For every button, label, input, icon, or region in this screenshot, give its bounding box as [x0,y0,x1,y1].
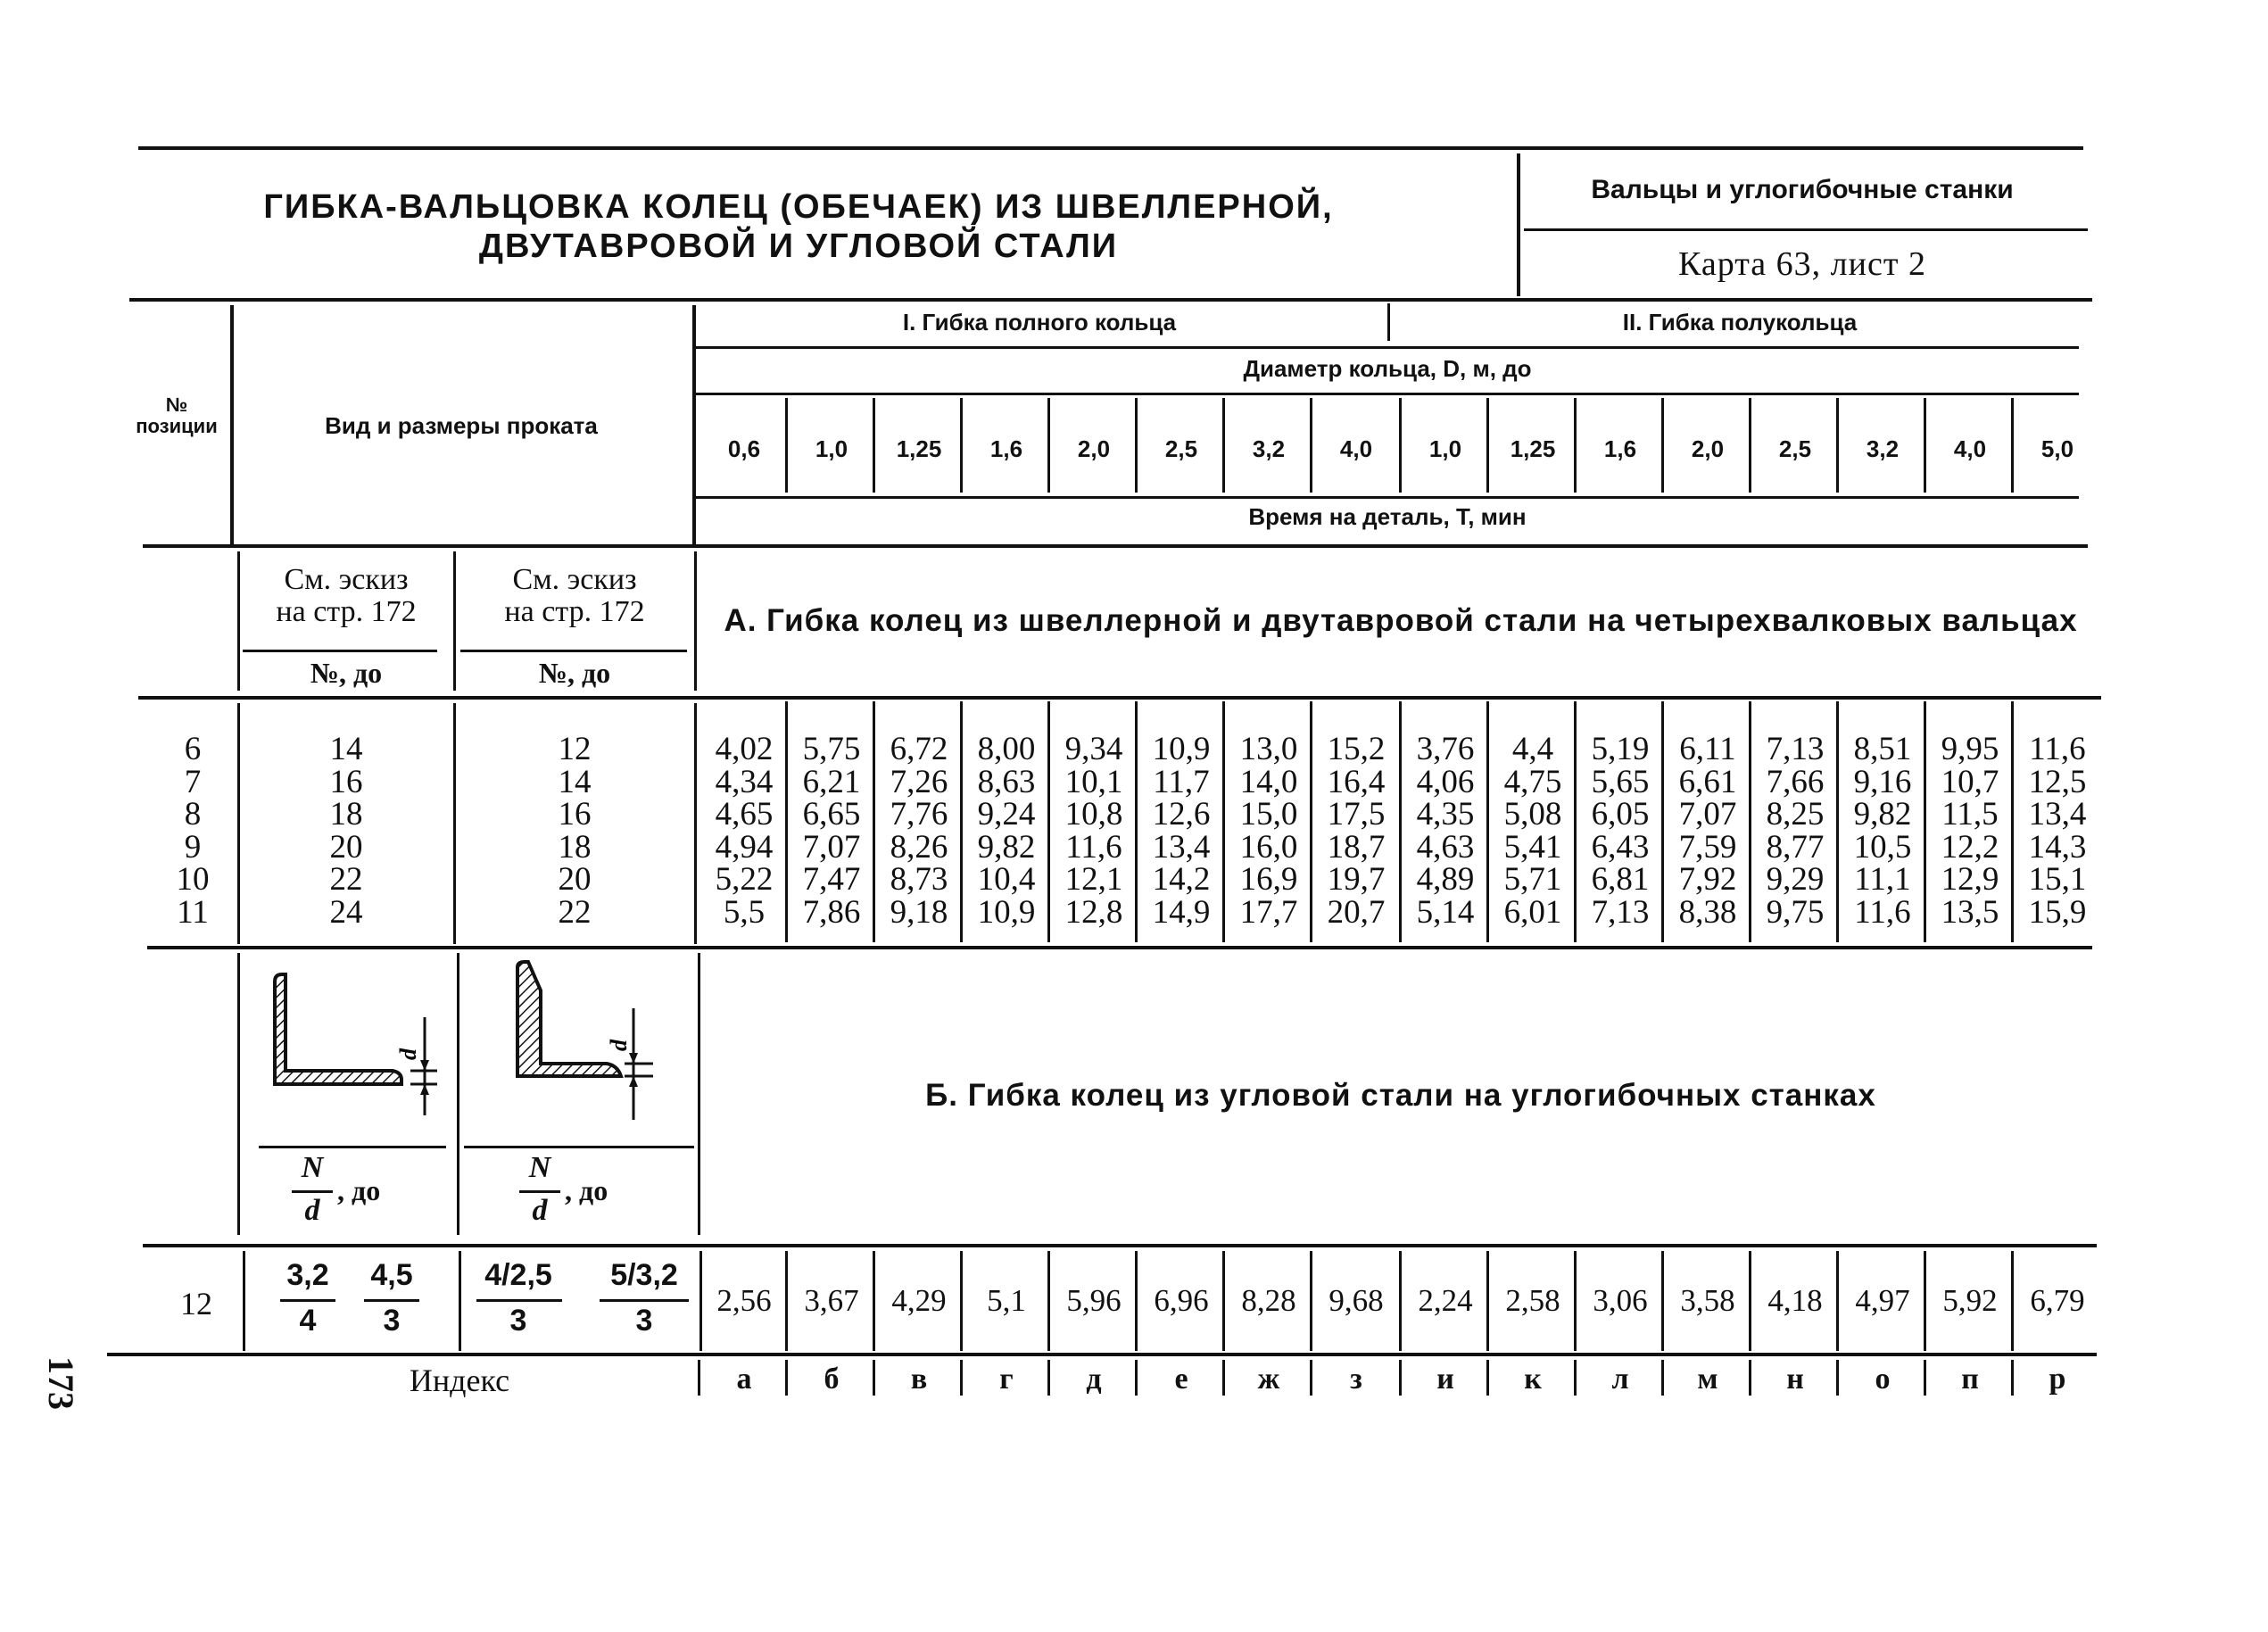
value-divider [1047,701,1050,942]
index-divider [1222,1360,1225,1396]
position-label-2: позиции [136,415,218,437]
value-column: 5,19 5,65 6,05 6,43 6,81 7,13 [1591,731,1650,931]
value-column: 15,2 16,4 17,5 18,7 19,7 20,7 [1327,731,1386,931]
index-top-rule [107,1353,2097,1356]
group-full-ring: I. Гибка полного кольца [902,309,1177,336]
section-b-divider [873,1251,875,1351]
angle-profile-1 [275,974,401,1084]
sb-div-1 [237,953,240,1235]
index-divider [1574,1360,1577,1396]
diameter-divider [1310,398,1312,493]
p2a-num: 4/2,5 [484,1258,552,1292]
diameter-divider [1047,398,1050,493]
section-a-title: А. Гибка колец из швеллерной и двутавровой стали на четырехвалковых вальцах [724,603,2078,638]
group-half-ring: II. Гибка полукольца [1622,309,1858,336]
index-letter: п [1961,1363,1979,1396]
section-b-value: 6,96 [1154,1283,1209,1318]
diameter-value: 1,6 [989,435,1023,462]
value-divider [1574,701,1577,942]
value-column: 8,00 8,63 9,24 9,82 10,4 10,9 [977,731,1036,931]
section-b-divider [1574,1251,1577,1351]
sketch-ref-1a: См. эскиз [284,563,409,596]
diameter-value: 0,6 [727,435,761,462]
index-divider [1836,1360,1839,1396]
section-b-divider [1749,1251,1751,1351]
value-column: 6,72 7,26 7,76 8,26 8,73 9,18 [890,731,948,931]
diameter-divider [2011,398,2014,493]
diameter-value: 1,6 [1603,435,1637,462]
time-label: Время на деталь, Т, мин [1248,503,1527,530]
dim-label-2: d [606,1040,632,1051]
section-a-bottom-rule [147,946,2092,949]
diameter-value: 4,0 [1953,435,1987,462]
index-divider [1399,1360,1402,1396]
diameter-divider [1836,398,1839,493]
section-b-value: 3,58 [1680,1283,1735,1318]
diameter-divider [873,398,875,493]
diameter-divider [960,398,963,493]
diameter-divider [1399,398,1402,493]
value-divider [1310,701,1312,942]
value-column: 11,6 12,5 13,4 14,3 15,1 15,9 [2028,731,2087,931]
sa-div-1 [237,551,240,691]
diameter-divider [1574,398,1577,493]
section-b-value: 6,79 [2030,1283,2085,1318]
index-divider [1047,1360,1050,1396]
dim-label-1: d [395,1048,421,1060]
ratio-suffix-1: , до [337,1174,381,1206]
index-letter: в [910,1363,928,1396]
value-divider [785,701,788,942]
diameter-value: 1,25 [896,435,942,462]
diameter-value: 5,0 [2040,435,2074,462]
diameter-value: 4,0 [1339,435,1373,462]
positions-column: 6 7 8 9 10 11 [176,731,210,931]
index-letter: е [1174,1363,1188,1396]
diameter-value: 2,0 [1077,435,1111,462]
section-b-value: 4,18 [1767,1283,1823,1318]
value-column: 7,13 7,66 8,25 8,77 9,29 9,75 [1766,731,1825,931]
value-column: 13,0 14,0 15,0 16,0 16,9 17,7 [1239,731,1298,931]
sb-div-2 [457,953,459,1235]
sa-div-2 [453,551,456,691]
p1b-line [364,1299,419,1302]
section-b-value: 3,06 [1593,1283,1648,1318]
index-letter: л [1611,1363,1629,1396]
section-b-divider [1486,1251,1489,1351]
index-letter: к [1524,1363,1542,1396]
time-rule [696,496,2079,499]
section-b-value: 3,67 [804,1283,859,1318]
diameter-value: 3,2 [1866,435,1900,462]
ratio-suffix-2: , до [565,1174,608,1206]
head-bottom-rule [143,544,2088,548]
diameter-label: Диаметр кольца, D, м, до [1243,355,1532,382]
p1b-num: 4,5 [370,1258,413,1292]
section-a-rule [138,696,2101,700]
p2a-frac [469,1258,567,1338]
table-top-rule [129,298,2092,302]
section-b-divider [2011,1251,2014,1351]
p1a-den: 4 [299,1304,317,1338]
index-divider [873,1360,875,1396]
section-b-value: 4,97 [1855,1283,1910,1318]
header-top-rule [138,146,2083,150]
index-letter: и [1436,1363,1454,1396]
ratio-num-2: N [528,1151,551,1184]
section-b-divider [1836,1251,1839,1351]
index-divider [1661,1360,1664,1396]
section-b-value: 5,92 [1942,1283,1998,1318]
value-divider [1924,701,1926,942]
p1a-line [280,1299,335,1302]
section-b-divider [1661,1251,1664,1351]
section-b-divider [785,1251,788,1351]
equipment-label: Вальцы и углогибочные станки [1591,175,2014,204]
angle-sketch-2 [500,955,678,1133]
position-label-1: № [165,394,188,416]
profile2-column: 12 14 16 18 20 22 [558,731,592,931]
ratio-num-1: N [301,1151,324,1184]
sad-div-3 [694,703,697,944]
index-letter: д [1086,1363,1102,1396]
profile1-column: 14 16 18 20 22 24 [329,731,363,931]
value-divider [1661,701,1664,942]
ratio-den-1: d [304,1194,320,1227]
header-mid-rule [1524,228,2088,231]
sa-sub-rule-1 [243,650,437,652]
sketch-ref-2 [457,564,692,628]
section-b-value: 5,1 [987,1283,1026,1318]
diameter-value: 1,25 [1510,435,1556,462]
diameter-value: 1,0 [1428,435,1462,462]
p1a-num: 3,2 [286,1258,329,1292]
value-divider [1836,701,1839,942]
index-divider [1310,1360,1312,1396]
value-column: 9,34 10,1 10,8 11,6 12,1 12,8 [1064,731,1123,931]
value-divider [1399,701,1402,942]
section-b-value: 2,24 [1418,1283,1473,1318]
index-letter: о [1875,1363,1891,1396]
value-divider [1222,701,1225,942]
doc-title-line1: ГИБКА-ВАЛЬЦОВКА КОЛЕЦ (ОБЕЧАЕК) ИЗ ШВЕЛЛЕРНОЙ, [263,188,1334,226]
diameter-divider [1222,398,1225,493]
header-divider [1517,153,1520,296]
card-number: Карта 63, лист 2 [1678,245,1926,283]
diameter-divider [785,398,788,493]
value-divider [960,701,963,942]
index-divider [1486,1360,1489,1396]
diameter-divider [1749,398,1751,493]
section-b-title: Б. Гибка колец из угловой стали на углогибочных станках [925,1078,1876,1113]
p2b-num: 5/3,2 [610,1258,678,1292]
value-column: 8,51 9,16 9,82 10,5 11,1 11,6 [1853,731,1912,931]
no-label-1: №, до [310,657,383,689]
sketch-ref-2a: См. эскиз [512,563,637,596]
section-b-value: 8,28 [1241,1283,1296,1318]
sad-div-1 [237,703,240,944]
index-divider [1924,1360,1926,1396]
diameter-divider [1661,398,1664,493]
index-divider [785,1360,788,1396]
index-label: Индекс [409,1363,510,1398]
p1a-frac [268,1258,348,1338]
diameter-value: 3,2 [1252,435,1286,462]
sa-sub-rule-2 [460,650,687,652]
section-b-divider [1047,1251,1050,1351]
diameter-value: 2,5 [1164,435,1198,462]
index-divider [698,1360,700,1396]
index-letter: б [824,1363,840,1396]
section-b-rule [143,1244,2097,1247]
value-column: 9,95 10,7 11,5 12,2 12,9 13,5 [1941,731,1999,931]
profile-col-header: Вид и размеры проката [325,412,598,439]
p2a-den: 3 [509,1304,527,1338]
p2a-line [476,1299,562,1302]
position-col-header [125,394,228,437]
index-divider [1749,1360,1751,1396]
section-b-value: 4,29 [891,1283,947,1318]
group-divider [1387,303,1390,341]
value-divider [1135,701,1138,942]
position-12: 12 [180,1286,212,1321]
value-column: 4,02 4,34 4,65 4,94 5,22 5,5 [715,731,774,931]
no-label-2: №, до [538,657,611,689]
section-b-value: 2,56 [716,1283,772,1318]
sa-div-3 [694,551,697,691]
p2b-frac [592,1258,696,1338]
ratio-line-2 [519,1190,560,1193]
index-letter: р [2049,1363,2066,1396]
section-b-divider [1222,1251,1225,1351]
p2b-line [600,1299,689,1302]
angle-sketch-1 [259,964,446,1133]
section-b-value: 5,96 [1066,1283,1122,1318]
section-b-value: 2,58 [1505,1283,1560,1318]
sketch-ref-1 [241,564,451,628]
index-divider [960,1360,963,1396]
diameter-divider [1924,398,1926,493]
value-divider [873,701,875,942]
sad-div-2 [453,703,456,944]
r12-div-2 [459,1251,461,1351]
index-divider [1135,1360,1138,1396]
sb-sub-rule-2 [464,1146,694,1148]
section-b-divider [1310,1251,1312,1351]
page-number: 173 [41,1356,81,1410]
index-letter: н [1786,1363,1804,1396]
value-column: 10,9 11,7 12,6 13,4 14,2 14,9 [1152,731,1211,931]
value-column: 3,76 4,06 4,35 4,63 4,89 5,14 [1416,731,1475,931]
diameter-rule [696,393,2079,395]
sb-div-3 [698,953,700,1235]
value-divider [2011,701,2014,942]
index-letter: г [999,1363,1014,1396]
diameter-divider [1135,398,1138,493]
angle-profile-2 [517,962,621,1076]
value-divider [1749,701,1751,942]
ratio-den-2: d [532,1194,548,1227]
diameter-value: 2,5 [1778,435,1812,462]
sketch-ref-1b: на стр. 172 [276,595,417,628]
index-letter: а [736,1363,752,1396]
section-b-divider [1135,1251,1138,1351]
sketch-ref-2b: на стр. 172 [504,595,645,628]
index-letter: м [1697,1363,1718,1396]
diameter-divider [1486,398,1489,493]
value-column: 5,75 6,21 6,65 7,07 7,47 7,86 [802,731,861,931]
p1b-den: 3 [383,1304,401,1338]
index-divider [2011,1360,2014,1396]
diameter-value: 1,0 [815,435,848,462]
ratio-line-1 [292,1190,333,1193]
value-divider [1486,701,1489,942]
section-b-value: 9,68 [1329,1283,1384,1318]
section-b-divider [960,1251,963,1351]
section-b-divider [1399,1251,1402,1351]
group-rule [696,346,2079,349]
sb-sub-rule-1 [259,1146,446,1148]
value-column: 4,4 4,75 5,08 5,41 5,71 6,01 [1503,731,1562,931]
r12-div-1 [243,1251,245,1351]
diameter-value: 2,0 [1691,435,1725,462]
section-b-divider [1924,1251,1926,1351]
value-column: 6,11 6,61 7,07 7,59 7,92 8,38 [1678,731,1737,931]
index-letter: з [1350,1363,1362,1396]
p1b-frac [352,1258,432,1338]
p2b-den: 3 [635,1304,653,1338]
doc-title-line2: ДВУТАВРОВОЙ И УГЛОВОЙ СТАЛИ [478,228,1119,265]
index-letter: ж [1257,1363,1280,1396]
